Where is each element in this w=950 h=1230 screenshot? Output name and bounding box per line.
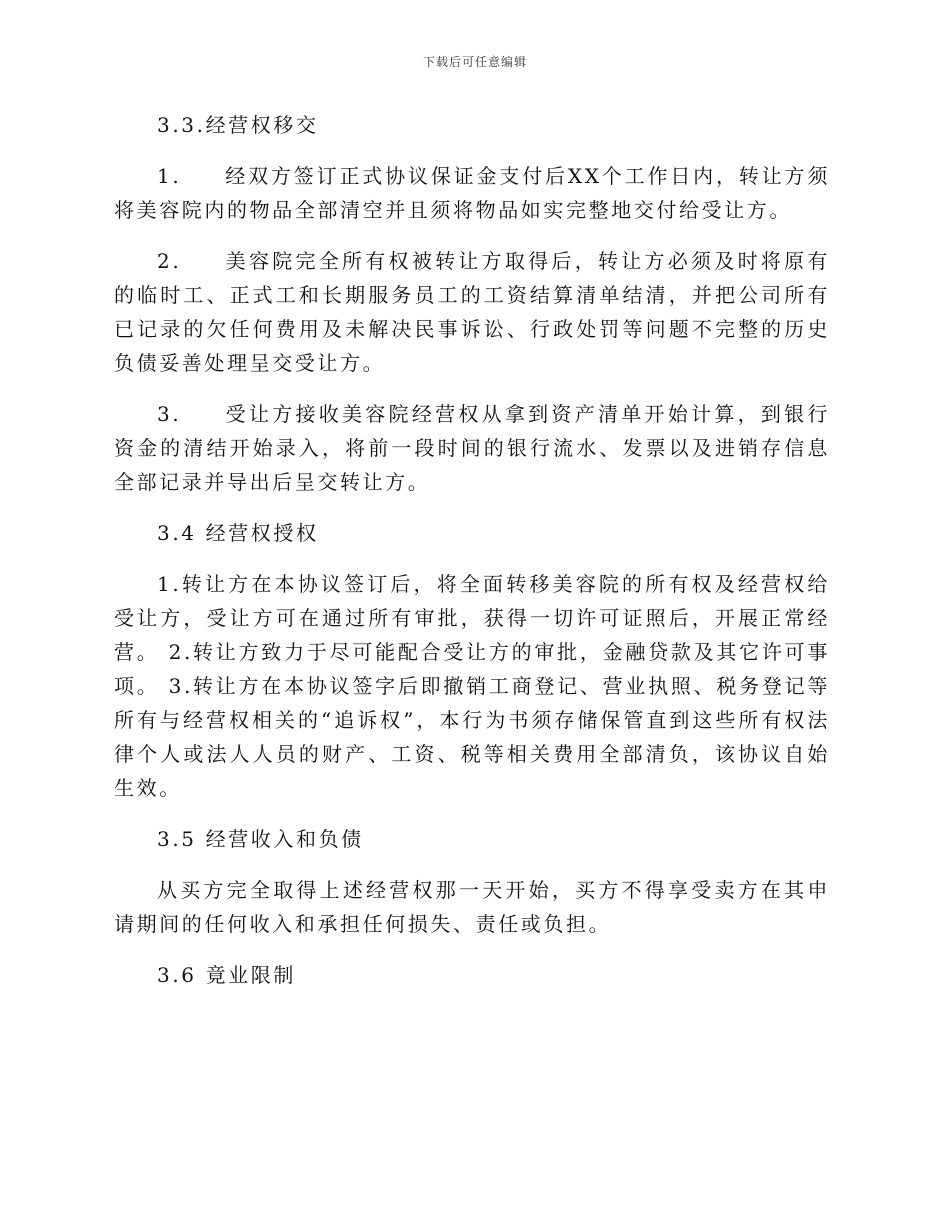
section-heading-3-4: 3.4 经营权授权 xyxy=(157,521,319,545)
paragraph-income-liability: 从买方完全取得上述经营权那一天开始，买方不得享受卖方在其申请期间的任何收入和承担任何损失、责任或负担。 xyxy=(114,878,830,936)
paragraph-text: 美容院完全所有权被转让方取得后，转让方必须及时将原有的临时工、正式工和长期服务员工的工资结算清单结清，并把公司所有已记录的欠任何费用及未解决民事诉讼、行政处罚等问题不完整的历史负债妥善处理呈交受让方。 xyxy=(114,249,830,375)
item-number: 3. xyxy=(157,402,182,426)
paragraph-authorization: 1.转让方在本协议签订后，将全面转移美容院的所有权及经营权给受让方，受让方可在通过所有审批，获得一切许可证照后，开展正常经营。 2.转让方致力于尽可能配合受让方的审批，金融贷款及其它许可事项。 3.转让方在本协议签字后即撤销工商登记、营业执照、税务登记等所有与经营权相关的“追诉权”，本行为书须存储保管直到这些所有权法律个人或法人人员的财产、工资、税等相关费用全部清负，该协议自始生效。 xyxy=(114,572,830,800)
numbered-paragraph-2 xyxy=(114,244,830,380)
section-heading-3-5: 3.5 经营收入和负债 xyxy=(157,827,364,851)
item-number: 2. xyxy=(157,249,182,273)
section-heading-3-6: 3.6 竟业限制 xyxy=(157,963,296,987)
item-number: 1. xyxy=(157,164,182,188)
numbered-paragraph-3 xyxy=(114,397,830,499)
paragraph-text: 受让方接收美容院经营权从拿到资产清单开始计算，到银行资金的清结开始录入，将前一段时间的银行流水、发票以及进销存信息全部记录并导出后呈交转让方。 xyxy=(114,402,830,494)
paragraph-text: 经双方签订正式协议保证金支付后XX个工作日内，转让方须将美容院内的物品全部清空并且须将物品如实完整地交付给受让方。 xyxy=(114,164,830,222)
page-header: 下载后可任意编辑 xyxy=(422,55,527,69)
document-body xyxy=(114,108,830,1009)
section-heading-3-3: 3.3.经营权移交 xyxy=(157,113,319,137)
numbered-paragraph-1 xyxy=(114,159,830,227)
